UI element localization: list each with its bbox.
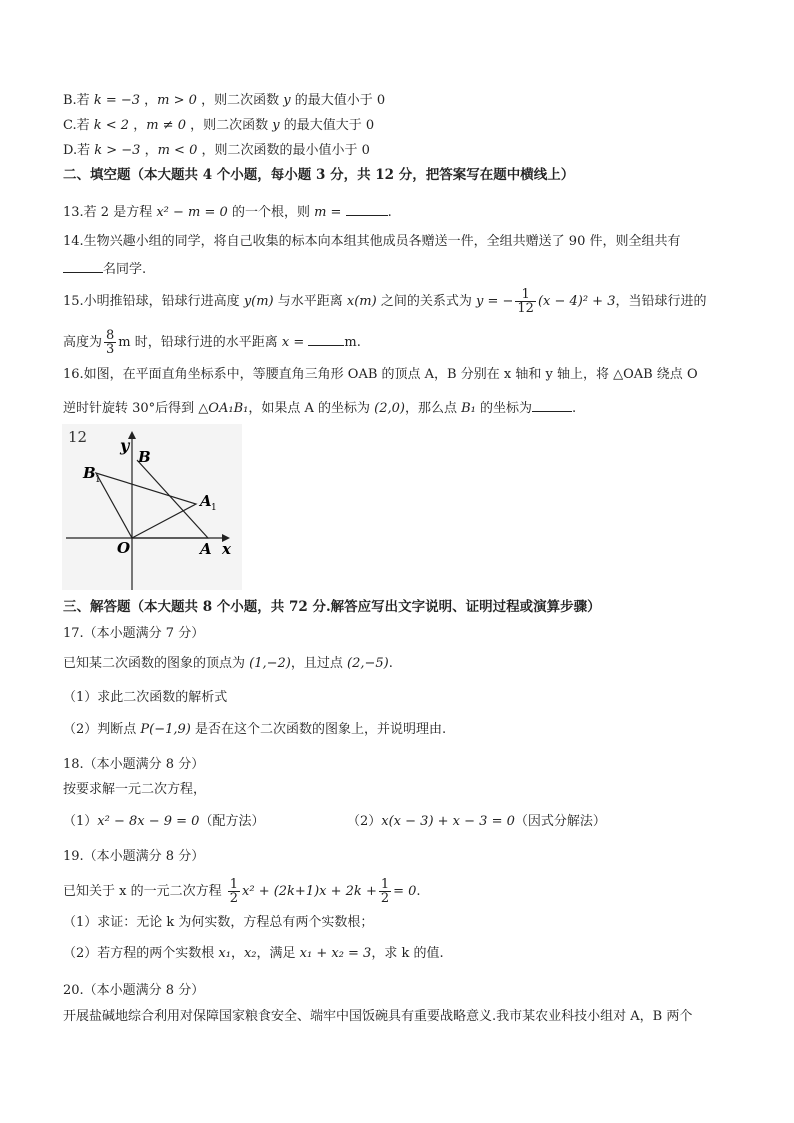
option-b: B.若 k = −3 ，m > 0 ，则二次函数 y 的最大值小于 0 bbox=[63, 93, 386, 108]
q19-head: 19.（本小题满分 8 分） bbox=[63, 849, 205, 864]
option-d: D.若 k > −3 ，m < 0 ，则二次函数的最小值小于 0 bbox=[63, 143, 370, 158]
q15-line1: 15.小明推铅球，铅球行进高度 y(m) 与水平距离 x(m) 之间的关系式为 y = − $\frac{1}{12}$ (x − 4)² + 3，当铅球行进的 bbox=[63, 287, 707, 316]
q19-stem: 已知关于 x 的一元二次方程 $\frac{1}{2}$ x² + (2k+1)x + 2k + $\frac{1}{2}$ = 0. bbox=[63, 877, 421, 906]
point-b-label: B bbox=[138, 448, 151, 466]
q18-part2: （2）x(x − 3) + x − 3 = 0（因式分解法） bbox=[347, 814, 606, 829]
section2-title: 二、填空题（本大题共 4 个小题，每小题 3 分，共 12 分，把答案写在题中横线上） bbox=[63, 167, 575, 183]
q13: 13.若 2 是方程 x² − m = 0 的一个根，则 m = . bbox=[63, 202, 392, 222]
q15-blank[interactable] bbox=[308, 332, 344, 346]
q15-line2: 高度为 $\frac{8}{3}$ m 时，铅球行进的水平距离 x = m. bbox=[63, 328, 361, 357]
x-label: x bbox=[222, 540, 231, 558]
q14-blank[interactable] bbox=[63, 259, 103, 273]
q14-line2: 名同学. bbox=[63, 259, 146, 279]
q14-line1: 14.生物兴趣小组的同学，将自己收集的标本向本组其他成员各赠送一件，全组共赠送了 90 件，则全组共有 bbox=[63, 234, 681, 249]
q20-stem: 开展盐碱地综合利用对保障国家粮食安全、端牢中国饭碗具有重要战略意义.我市某农业科技小组对 A，B 两个 bbox=[63, 1009, 693, 1024]
point-a-label: A bbox=[200, 540, 212, 558]
q17-head: 17.（本小题满分 7 分） bbox=[63, 626, 205, 641]
q16-line1: 16.如图，在平面直角坐标系中，等腰直角三角形 OAB 的顶点 A，B 分别在 x 轴和 y 轴上，将 △OAB 绕点 O bbox=[63, 367, 698, 382]
q17-stem: 已知某二次函数的图象的顶点为 (1,−2)，且过点 (2,−5). bbox=[63, 656, 393, 671]
point-a1-label: A bbox=[200, 492, 212, 510]
q19-frac-half-a: $\frac{1}{2}$ bbox=[229, 877, 239, 906]
coordinate-figure bbox=[62, 424, 242, 590]
y-label: y bbox=[120, 436, 130, 455]
figure-corner-label: 12 bbox=[68, 428, 88, 446]
q18-part1: （1）x² − 8x − 9 = 0（配方法） bbox=[63, 814, 265, 829]
origin-label: O bbox=[117, 539, 131, 557]
q16-line2: 逆时针旋转 30°后得到 △OA₁B₁，如果点 A 的坐标为 (2,0)，那么点 B₁ 的坐标为 . bbox=[63, 398, 576, 418]
q19-frac-half-b: $\frac{1}{2}$ bbox=[380, 877, 390, 906]
q17-part2: （2）判断点 P(−1,9) 是否在这个二次函数的图象上，并说明理由. bbox=[63, 722, 447, 737]
q19-part2: （2）若方程的两个实数根 x₁，x₂，满足 x₁ + x₂ = 3，求 k 的值. bbox=[63, 946, 444, 961]
point-b1-sub: 1 bbox=[95, 475, 101, 485]
q17-part1: （1）求此二次函数的解析式 bbox=[63, 690, 228, 705]
q18-head: 18.（本小题满分 8 分） bbox=[63, 757, 205, 772]
option-c: C.若 k < 2 ，m ≠ 0 ，则二次函数 y 的最大值大于 0 bbox=[63, 118, 375, 133]
q15-frac-1-12: $\frac{1}{12}$ bbox=[517, 287, 534, 316]
section3-title: 三、解答题（本大题共 8 个小题，共 72 分.解答应写出文字说明、证明过程或演算步骤） bbox=[63, 599, 601, 615]
q13-blank[interactable] bbox=[346, 202, 388, 216]
q15-frac-8-3: $\frac{8}{3}$ bbox=[106, 328, 115, 357]
point-a1-sub: 1 bbox=[211, 503, 217, 513]
q20-head: 20.（本小题满分 8 分） bbox=[63, 983, 205, 998]
q16-blank[interactable] bbox=[532, 398, 572, 412]
q18-stem: 按要求解一元二次方程， bbox=[63, 782, 207, 797]
point-b1-label: B bbox=[83, 464, 96, 482]
q19-part1: （1）求证：无论 k 为何实数，方程总有两个实数根； bbox=[63, 915, 374, 930]
